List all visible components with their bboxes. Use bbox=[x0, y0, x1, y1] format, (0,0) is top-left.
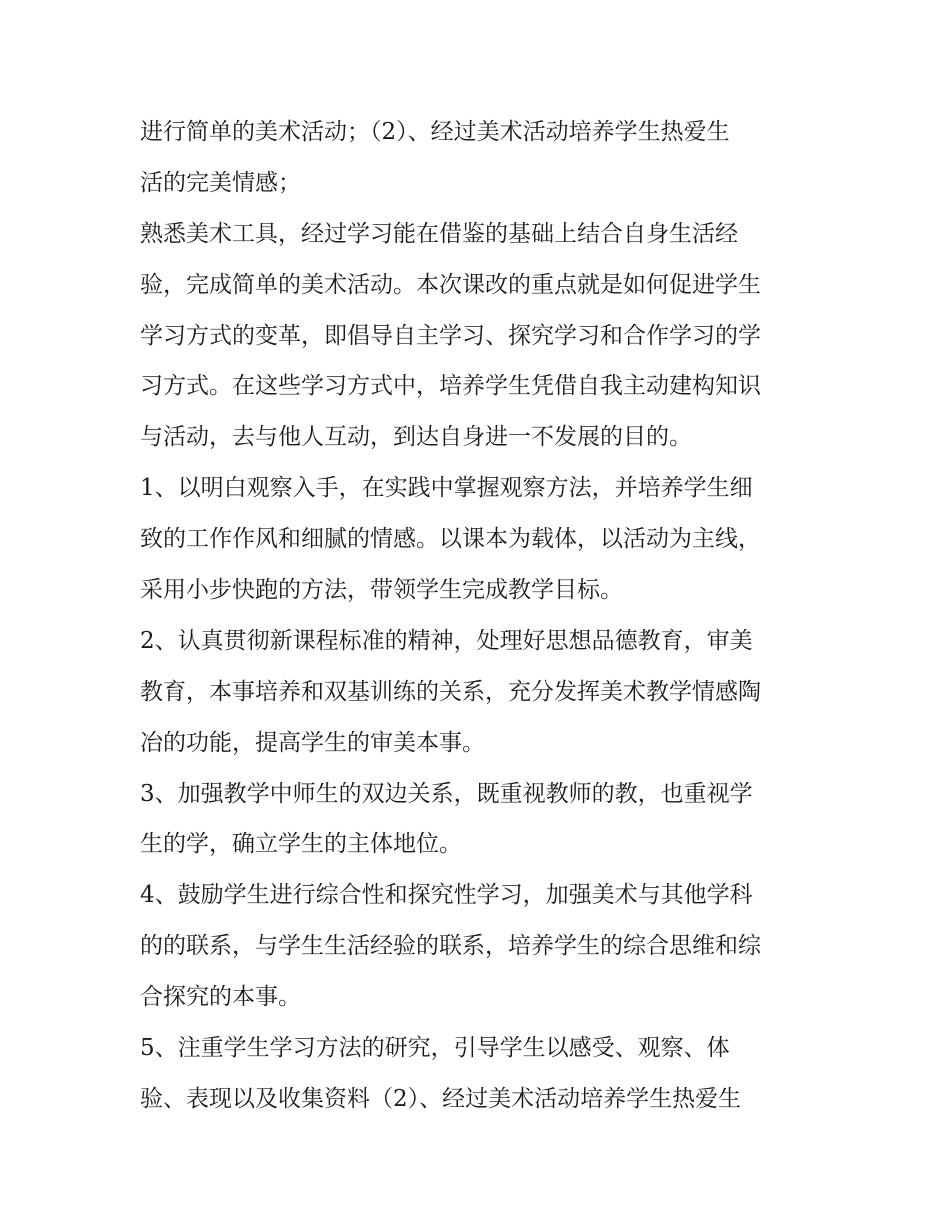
text-line: 采用小步快跑的方法，带领学生完成教学目标。 bbox=[140, 577, 623, 604]
text-line: 冶的功能，提高学生的审美本事。 bbox=[140, 729, 485, 756]
text-line: 3、加强教学中师生的双边关系，既重视教师的教，也重视学 bbox=[140, 780, 753, 807]
text-line: 学习方式的变革，即倡导自主学习、探究学习和合作学习的学 bbox=[140, 322, 761, 349]
text-line: 致的工作作风和细腻的情感。以课本为载体，以活动为主线， bbox=[140, 526, 761, 553]
text-line: 合探究的本事。 bbox=[140, 984, 301, 1011]
text-line: 与活动，去与他人互动，到达自身进一不发展的目的。 bbox=[140, 424, 692, 451]
text-line: 生的学，确立学生的主体地位。 bbox=[140, 831, 462, 858]
text-line: 的的联系，与学生生活经验的联系，培养学生的综合思维和综 bbox=[140, 933, 761, 960]
text-line: 教育，本事培养和双基训练的关系，充分发挥美术教学情感陶 bbox=[140, 678, 761, 705]
text-line: 验，完成简单的美术活动。本次课改的重点就是如何促进学生 bbox=[140, 271, 761, 298]
text-line: 习方式。在这些学习方式中，培养学生凭借自我主动建构知识 bbox=[140, 373, 761, 400]
text-line: 1、以明白观察入手，在实践中掌握观察方法，并培养学生细 bbox=[140, 475, 753, 502]
text-line: 4、鼓励学生进行综合性和探究性学习，加强美术与其他学科 bbox=[140, 882, 753, 909]
text-line: 活的完美情感； bbox=[140, 169, 301, 196]
text-line: 进行简单的美术活动；（2）、经过美术活动培养学生热爱生 bbox=[140, 119, 730, 145]
text-line: 熟悉美术工具，经过学习能在借鉴的基础上结合自身生活经 bbox=[140, 220, 738, 247]
text-line: 5、注重学生学习方法的研究，引导学生以感受、观察、体 bbox=[140, 1035, 730, 1062]
document-body bbox=[140, 107, 820, 1125]
text-line: 验、表现以及收集资料（2）、经过美术活动培养学生热爱生 bbox=[140, 1085, 742, 1112]
text-line: 2、认真贯彻新课程标准的精神，处理好思想品德教育，审美 bbox=[140, 627, 753, 654]
